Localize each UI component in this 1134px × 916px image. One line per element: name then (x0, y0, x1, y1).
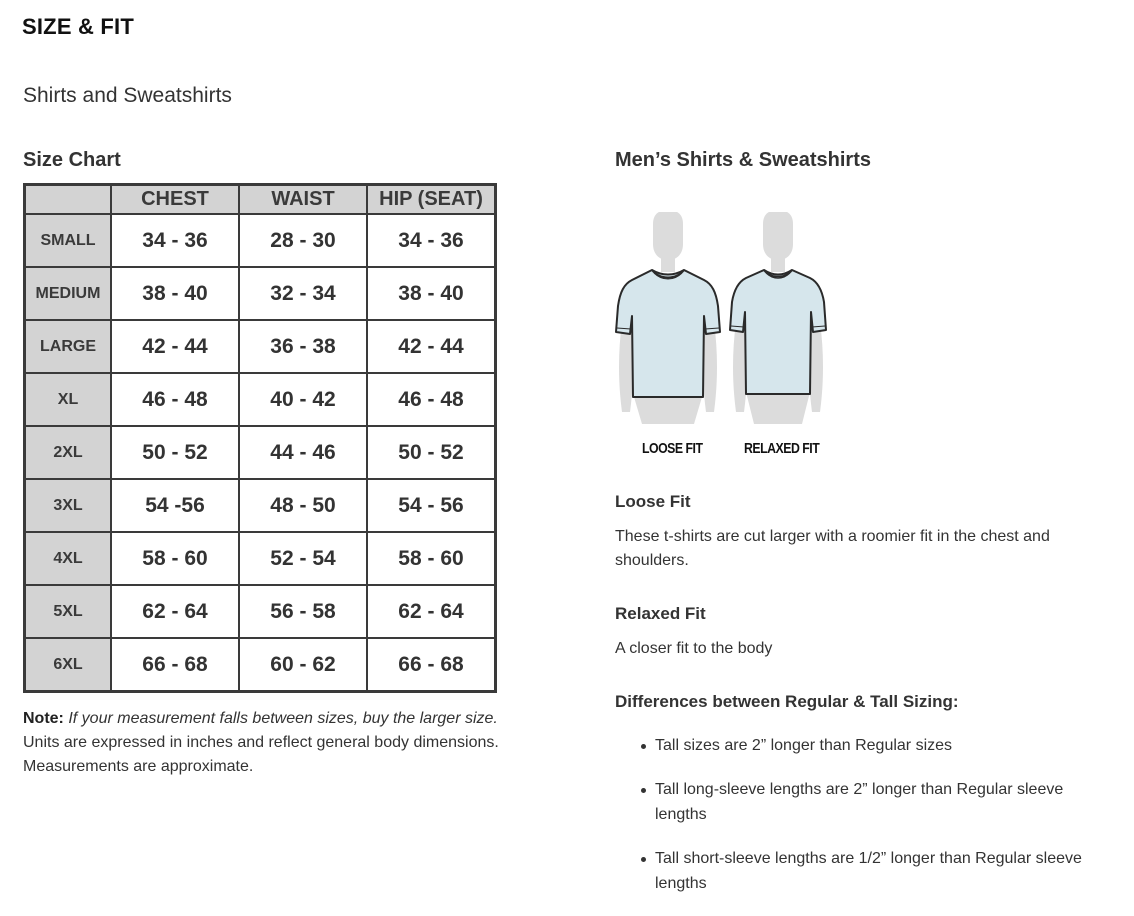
hip-cell: 38 - 40 (367, 267, 496, 320)
waist-cell: 52 - 54 (239, 532, 367, 585)
chest-cell: 38 - 40 (111, 267, 239, 320)
hip-cell: 58 - 60 (367, 532, 496, 585)
hip-cell: 66 - 68 (367, 638, 496, 692)
waist-cell: 48 - 50 (239, 479, 367, 532)
waist-cell: 36 - 38 (239, 320, 367, 373)
chest-cell: 42 - 44 (111, 320, 239, 373)
table-row (25, 320, 496, 373)
column-header-chest: CHEST (111, 185, 239, 215)
chest-cell: 34 - 36 (111, 214, 239, 267)
waist-cell: 56 - 58 (239, 585, 367, 638)
relaxed-fit-title: Relaxed Fit (615, 604, 706, 623)
chest-cell: 58 - 60 (111, 532, 239, 585)
note-emphasis: If your measurement falls between sizes, buy the larger size. (68, 710, 498, 727)
table-row (25, 267, 496, 320)
waist-cell: 40 - 42 (239, 373, 367, 426)
loose-fit-label: LOOSE FIT (642, 440, 703, 457)
hip-cell: 62 - 64 (367, 585, 496, 638)
sizing-differences-title: Differences between Regular & Tall Sizing: (615, 692, 959, 711)
table-row (25, 638, 496, 692)
size-label: 5XL (25, 585, 112, 638)
chest-cell: 50 - 52 (111, 426, 239, 479)
chest-cell: 62 - 64 (111, 585, 239, 638)
waist-cell: 44 - 46 (239, 426, 367, 479)
table-row (25, 214, 496, 267)
relaxed-fit-description: A closer fit to the body (615, 640, 773, 657)
table-row (25, 532, 496, 585)
note-units: Units are expressed in inches and reflect general body dimensions. (23, 734, 499, 751)
hip-cell: 54 - 56 (367, 479, 496, 532)
list-item: Tall short-sleeve lengths are 1/2” longer than Regular sleeve lengths (655, 846, 1115, 896)
hip-cell: 46 - 48 (367, 373, 496, 426)
table-row (25, 585, 496, 638)
loose-fit-title: Loose Fit (615, 492, 691, 511)
chest-cell: 54 -56 (111, 479, 239, 532)
relaxed-fit-figure-icon (730, 212, 826, 424)
waist-cell: 32 - 34 (239, 267, 367, 320)
chest-cell: 46 - 48 (111, 373, 239, 426)
fit-illustration (612, 212, 832, 462)
size-label: XL (25, 373, 112, 426)
waist-cell: 60 - 62 (239, 638, 367, 692)
list-item: Tall long-sleeve lengths are 2” longer than Regular sleeve lengths (655, 777, 1115, 827)
table-row (25, 479, 496, 532)
table-header-row (25, 185, 496, 215)
table-row (25, 373, 496, 426)
hip-cell: 34 - 36 (367, 214, 496, 267)
size-note (23, 707, 503, 779)
hip-cell: 50 - 52 (367, 426, 496, 479)
list-item: Tall sizes are 2” longer than Regular sizes (655, 733, 1115, 758)
size-label: LARGE (25, 320, 112, 373)
relaxed-fit-label: RELAXED FIT (744, 440, 820, 457)
size-label: SMALL (25, 214, 112, 267)
size-label: 4XL (25, 532, 112, 585)
note-label: Note: (23, 710, 64, 727)
size-chart-table (23, 183, 497, 693)
mens-section-heading: Men’s Shirts & Sweatshirts (615, 149, 871, 171)
page-title: SIZE & FIT (22, 14, 134, 39)
page-subtitle: Shirts and Sweatshirts (23, 84, 232, 107)
table-row (25, 426, 496, 479)
table-corner-cell (25, 185, 112, 215)
waist-cell: 28 - 30 (239, 214, 367, 267)
column-header-waist: WAIST (239, 185, 367, 215)
sizing-differences-list (615, 733, 1115, 915)
size-label: MEDIUM (25, 267, 112, 320)
size-label: 3XL (25, 479, 112, 532)
size-chart-heading: Size Chart (23, 149, 121, 171)
loose-fit-figure-icon (616, 212, 720, 424)
column-header-hip: HIP (SEAT) (367, 185, 496, 215)
loose-fit-description: These t-shirts are cut larger with a roomier fit in the chest and shoulders. (615, 528, 1050, 569)
chest-cell: 66 - 68 (111, 638, 239, 692)
size-label: 2XL (25, 426, 112, 479)
hip-cell: 42 - 44 (367, 320, 496, 373)
note-approx: Measurements are approximate. (23, 758, 254, 775)
size-label: 6XL (25, 638, 112, 692)
